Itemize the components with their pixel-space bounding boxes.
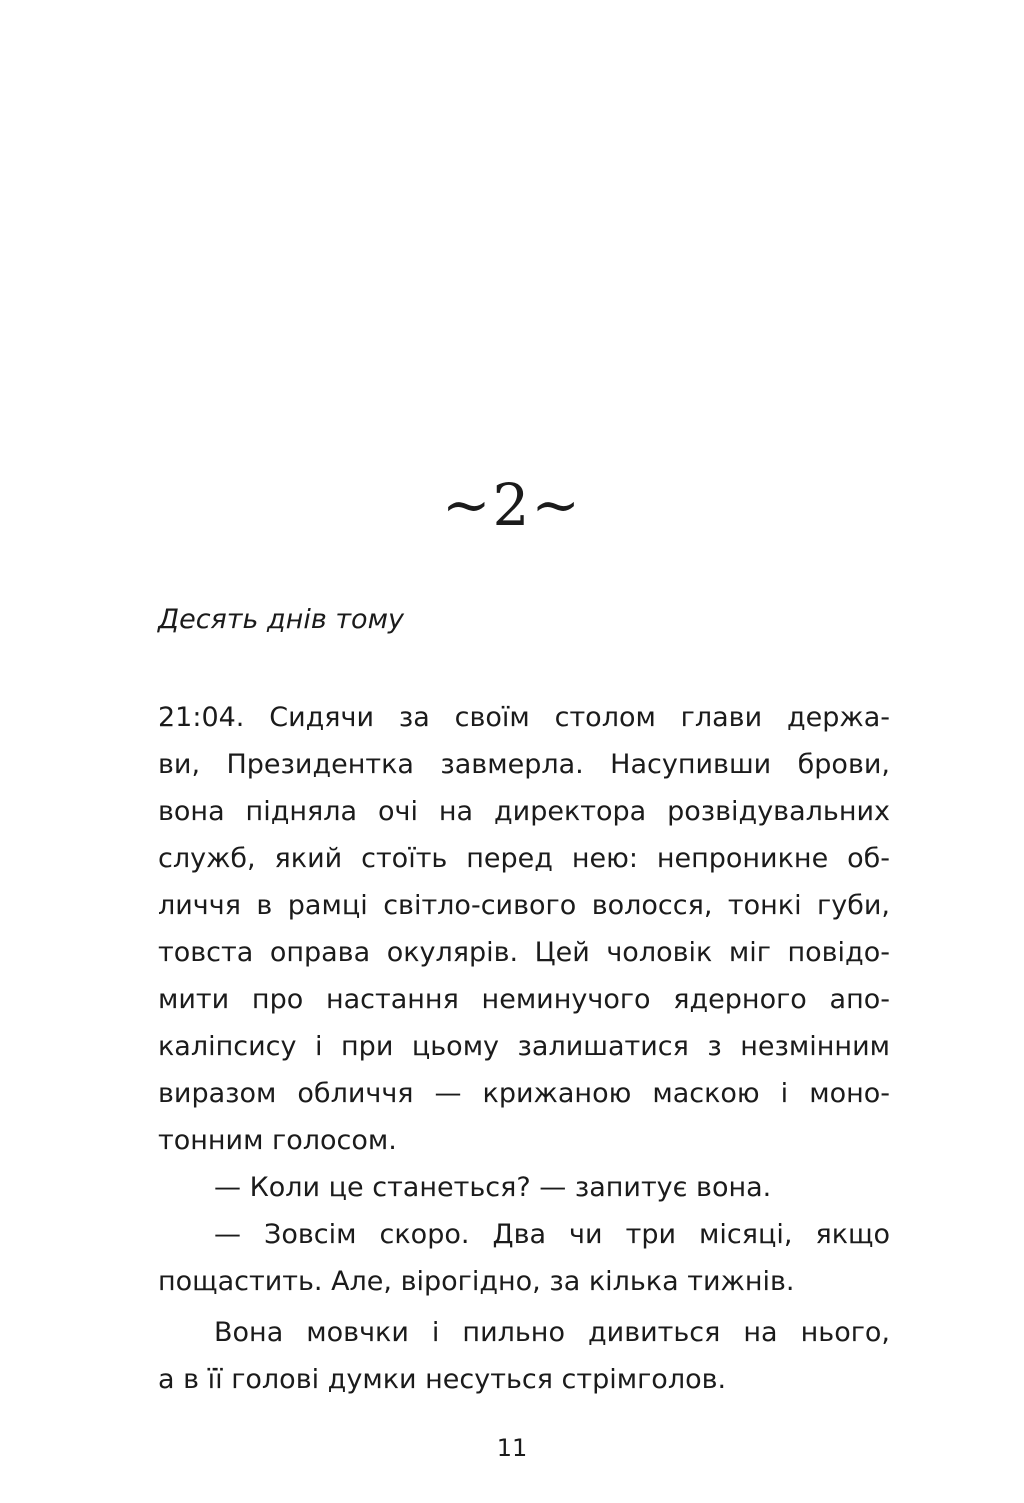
text-line: личчя в рамці світло-сивого волосся, тонкі губи,	[158, 890, 890, 921]
text-line: виразом обличчя — крижаною маскою і моно-	[158, 1078, 890, 1109]
page-number: 11	[496, 1434, 528, 1462]
dialogue-line: пощастить. Але, вірогідно, за кілька тижнів.	[158, 1266, 795, 1297]
text-line: Вона мовчки і пильно дивиться на нього,	[214, 1317, 890, 1348]
text-line: тонним голосом.	[158, 1125, 397, 1156]
chapter-body	[158, 694, 890, 1403]
text-line: 21:04. Сидячи за своїм столом глави держа-	[158, 702, 890, 733]
text-line: вона підняла очі на директора розвідувальних	[158, 796, 890, 827]
text-line: а в її голові думки несуться стрімголов.	[158, 1364, 727, 1395]
chapter-number: ~2~	[441, 471, 583, 539]
text-line: товста оправа окулярів. Цей чоловік міг повідо-	[158, 937, 890, 968]
dialogue-line: — Зовсім скоро. Два чи три місяці, якщо	[214, 1219, 890, 1250]
text-line: каліпсису і при цьому залишатися з незмінним	[158, 1031, 890, 1062]
text-line: мити про настання неминучого ядерного апо-	[158, 984, 890, 1015]
text-line: служб, який стоїть перед нею: непроникне об-	[158, 843, 890, 874]
chapter-subtitle: Десять днів тому	[158, 604, 404, 635]
text-line: ви, Президентка завмерла. Насупивши брови,	[158, 749, 890, 780]
dialogue-line: — Коли це станеться? — запитує вона.	[214, 1172, 772, 1203]
